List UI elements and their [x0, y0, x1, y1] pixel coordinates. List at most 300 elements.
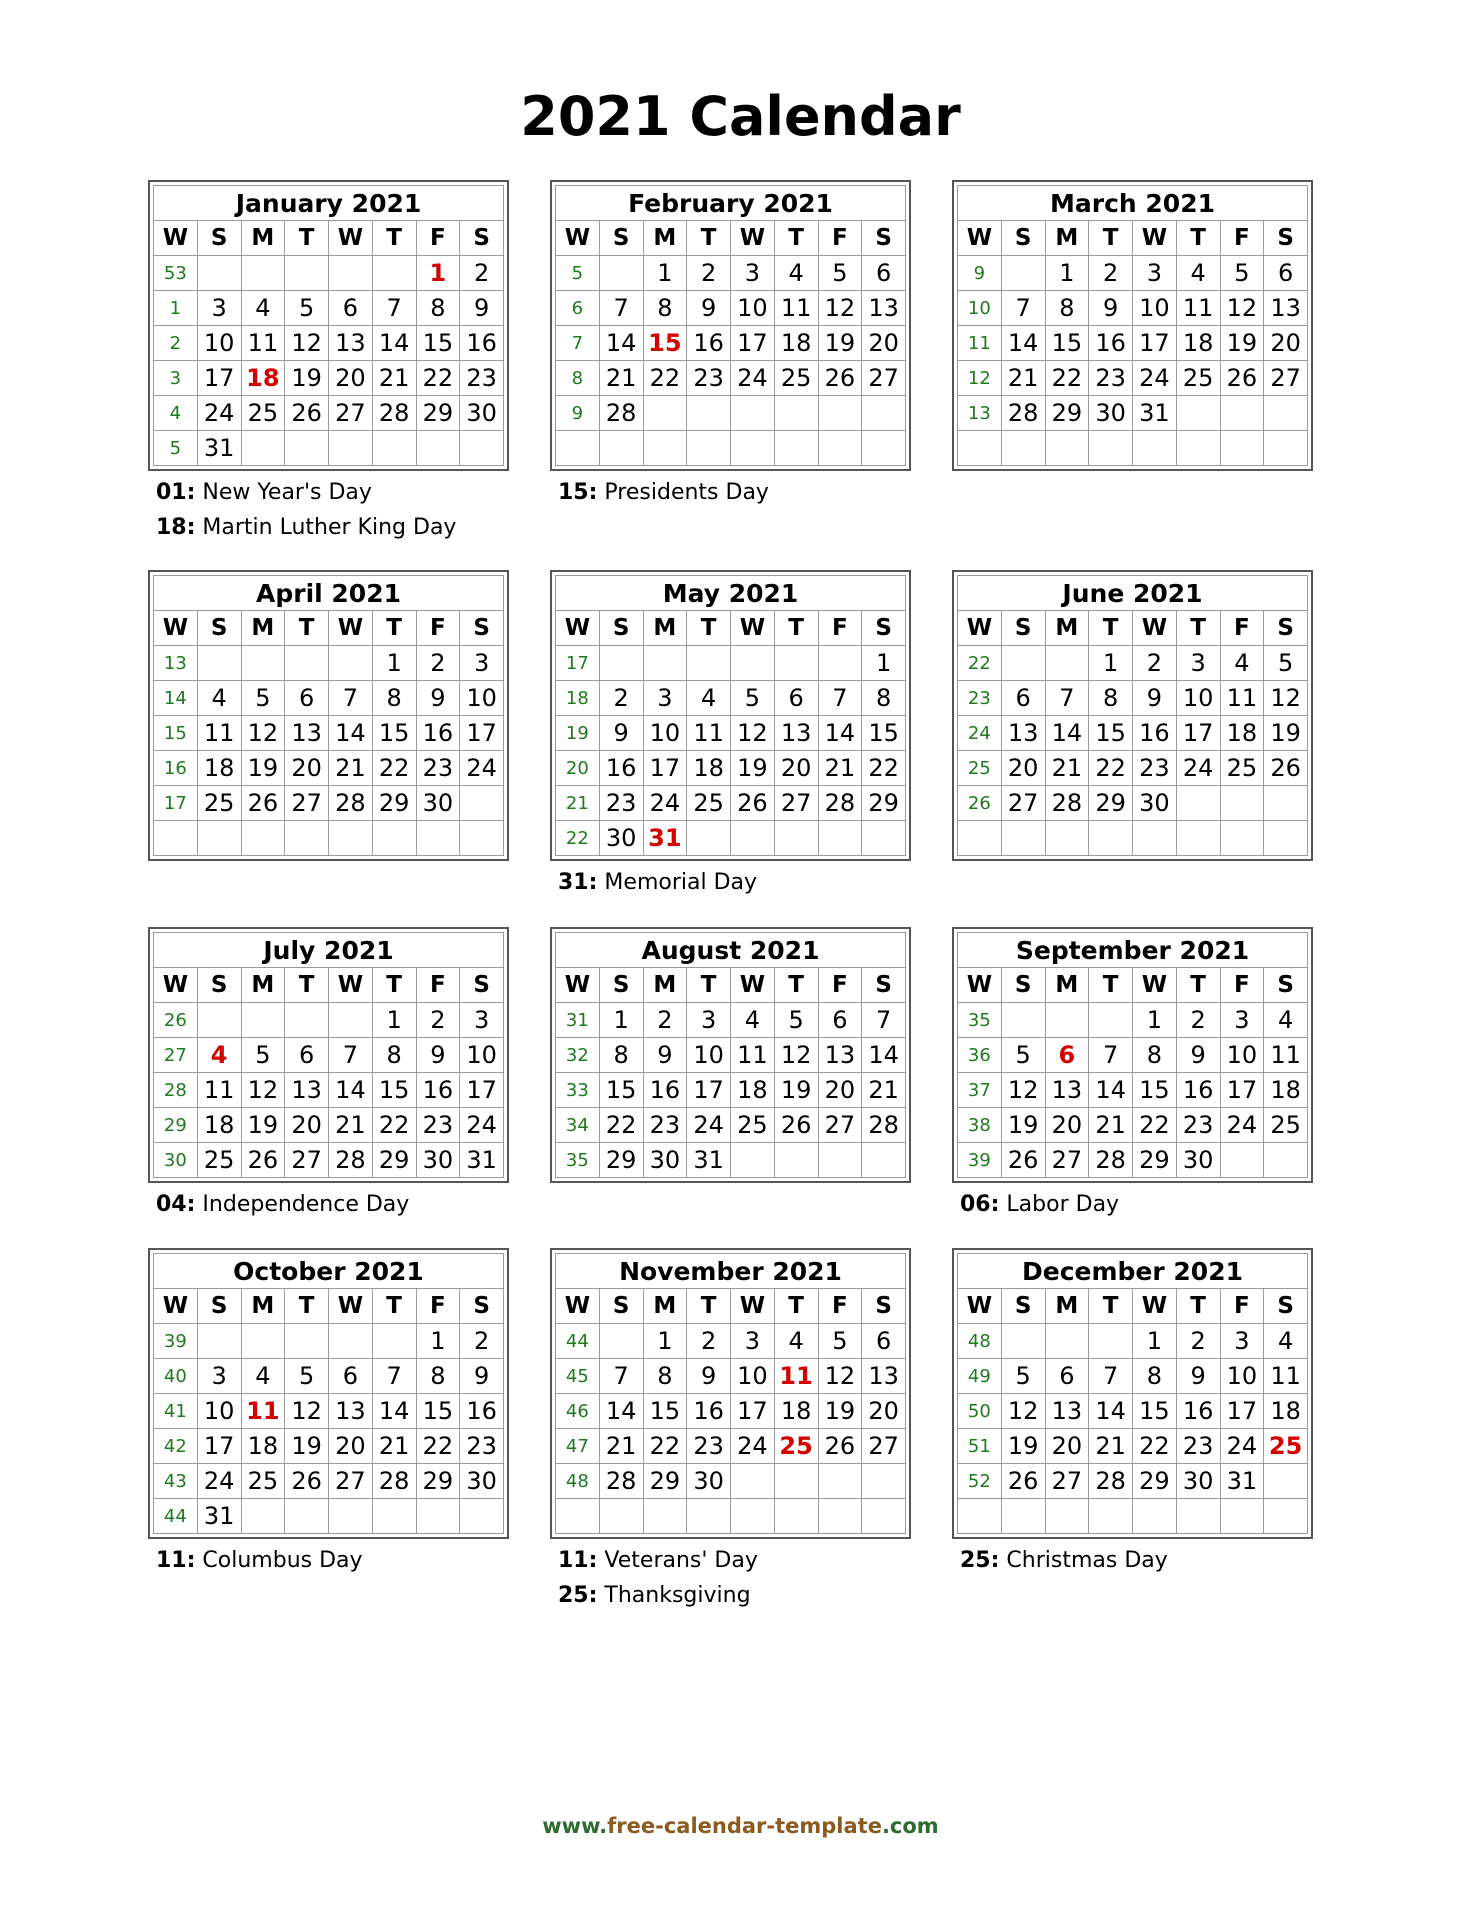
month-title: January 2021	[154, 186, 504, 221]
day-cell: 25	[1220, 751, 1264, 786]
week-number: 45	[556, 1359, 600, 1394]
day-cell: 4	[1220, 646, 1264, 681]
day-cell: 25	[687, 786, 731, 821]
holiday-notes	[156, 1543, 509, 1578]
day-cell: 15	[416, 326, 460, 361]
week-number	[154, 821, 198, 856]
week-number-header: W	[556, 611, 600, 646]
day-cell	[197, 256, 241, 291]
weekday-header: S	[862, 611, 906, 646]
footer-url[interactable]	[0, 1814, 1481, 1838]
day-cell: 9	[1133, 681, 1177, 716]
day-cell: 17	[1220, 1394, 1264, 1429]
day-cell: 3	[197, 291, 241, 326]
week-number-header: W	[556, 1289, 600, 1324]
day-cell: 23	[416, 751, 460, 786]
holiday-day-cell: 25	[1264, 1429, 1308, 1464]
day-cell	[1001, 256, 1045, 291]
weekday-header: F	[416, 968, 460, 1003]
day-cell: 20	[818, 1073, 862, 1108]
day-cell: 27	[818, 1108, 862, 1143]
month-calendar	[952, 570, 1313, 861]
week-row	[958, 681, 1308, 716]
weekday-header: T	[1176, 968, 1220, 1003]
weekday-header: S	[460, 1289, 504, 1324]
holiday-note-date: 15:	[558, 480, 598, 505]
week-number: 52	[958, 1464, 1002, 1499]
day-cell: 12	[285, 326, 329, 361]
day-cell: 16	[460, 1394, 504, 1429]
weekday-header: S	[1264, 1289, 1308, 1324]
day-cell: 17	[687, 1073, 731, 1108]
month-block	[550, 180, 911, 510]
weekday-header: F	[1220, 611, 1264, 646]
week-number-header: W	[154, 1289, 198, 1324]
day-cell	[1045, 821, 1089, 856]
day-cell: 25	[1264, 1108, 1308, 1143]
holiday-notes	[558, 475, 911, 510]
day-cell: 13	[1001, 716, 1045, 751]
week-number: 15	[154, 716, 198, 751]
day-cell	[241, 1003, 285, 1038]
day-cell: 27	[1045, 1464, 1089, 1499]
day-cell	[460, 821, 504, 856]
week-row	[958, 1464, 1308, 1499]
day-cell: 9	[687, 1359, 731, 1394]
day-cell: 6	[1001, 681, 1045, 716]
month-title: September 2021	[958, 933, 1308, 968]
day-cell: 1	[862, 646, 906, 681]
day-cell: 27	[329, 1464, 373, 1499]
weekday-header: W	[1133, 968, 1177, 1003]
day-cell: 29	[372, 1143, 416, 1178]
day-cell	[241, 256, 285, 291]
day-cell: 31	[460, 1143, 504, 1178]
day-cell: 21	[372, 361, 416, 396]
week-number: 29	[154, 1108, 198, 1143]
day-cell: 3	[460, 1003, 504, 1038]
day-cell: 6	[1264, 256, 1308, 291]
week-number-header: W	[958, 968, 1002, 1003]
day-cell: 19	[285, 1429, 329, 1464]
day-cell	[241, 1324, 285, 1359]
day-cell: 7	[818, 681, 862, 716]
holiday-note	[558, 475, 911, 510]
day-cell	[862, 1499, 906, 1534]
day-cell	[460, 1499, 504, 1534]
month-grid	[957, 1253, 1308, 1534]
week-number: 6	[556, 291, 600, 326]
day-cell	[1176, 1499, 1220, 1534]
month-title: April 2021	[154, 576, 504, 611]
day-cell: 1	[1133, 1324, 1177, 1359]
holiday-note	[960, 1543, 1313, 1578]
day-cell	[329, 256, 373, 291]
week-number: 9	[556, 396, 600, 431]
day-cell: 8	[1045, 291, 1089, 326]
weekday-header: S	[1264, 221, 1308, 256]
week-row	[958, 1429, 1308, 1464]
day-cell: 24	[197, 1464, 241, 1499]
day-cell: 9	[687, 291, 731, 326]
day-cell: 28	[372, 396, 416, 431]
day-cell: 25	[197, 786, 241, 821]
day-cell: 25	[1176, 361, 1220, 396]
day-cell: 4	[241, 291, 285, 326]
day-cell: 19	[1220, 326, 1264, 361]
day-cell: 7	[329, 681, 373, 716]
footer-prefix: www.	[542, 1814, 608, 1838]
day-cell	[1264, 786, 1308, 821]
week-number: 18	[556, 681, 600, 716]
day-cell: 4	[197, 681, 241, 716]
holiday-note-name: Christmas Day	[1006, 1548, 1168, 1573]
week-row	[958, 786, 1308, 821]
week-number: 48	[556, 1464, 600, 1499]
week-number: 20	[556, 751, 600, 786]
week-number: 51	[958, 1429, 1002, 1464]
day-cell: 9	[1176, 1359, 1220, 1394]
day-cell: 5	[1001, 1038, 1045, 1073]
day-cell: 25	[241, 396, 285, 431]
day-cell	[329, 431, 373, 466]
day-cell: 14	[599, 326, 643, 361]
day-cell: 13	[1264, 291, 1308, 326]
week-number	[958, 821, 1002, 856]
day-cell: 3	[731, 256, 775, 291]
week-row	[958, 821, 1308, 856]
day-cell: 10	[460, 1038, 504, 1073]
week-number: 2	[154, 326, 198, 361]
day-cell	[731, 646, 775, 681]
week-number: 30	[154, 1143, 198, 1178]
week-row	[556, 1108, 906, 1143]
week-number: 22	[958, 646, 1002, 681]
day-cell: 30	[416, 1143, 460, 1178]
day-cell: 14	[862, 1038, 906, 1073]
week-row	[958, 396, 1308, 431]
day-cell: 20	[329, 1429, 373, 1464]
week-row	[958, 431, 1308, 466]
day-cell	[372, 821, 416, 856]
day-cell: 29	[862, 786, 906, 821]
day-cell	[1264, 1499, 1308, 1534]
holiday-note	[156, 1187, 509, 1222]
page-title: 2021 Calendar	[520, 85, 961, 148]
day-cell	[416, 431, 460, 466]
day-cell: 24	[731, 1429, 775, 1464]
day-cell: 14	[1089, 1073, 1133, 1108]
week-number: 17	[556, 646, 600, 681]
day-cell: 10	[1133, 291, 1177, 326]
month-grid	[555, 1253, 906, 1534]
holiday-day-cell: 11	[241, 1394, 285, 1429]
weekday-header: S	[862, 221, 906, 256]
week-number: 44	[154, 1499, 198, 1534]
week-number: 43	[154, 1464, 198, 1499]
weekday-header: M	[241, 221, 285, 256]
day-cell: 20	[285, 751, 329, 786]
day-cell: 20	[1045, 1108, 1089, 1143]
day-cell: 28	[1045, 786, 1089, 821]
day-cell: 6	[285, 681, 329, 716]
day-cell: 26	[285, 1464, 329, 1499]
day-cell: 20	[774, 751, 818, 786]
week-row	[958, 326, 1308, 361]
weekday-header: T	[1176, 221, 1220, 256]
day-cell: 1	[643, 1324, 687, 1359]
day-cell	[643, 1499, 687, 1534]
weekday-header: W	[329, 611, 373, 646]
week-row	[154, 646, 504, 681]
weekday-header: T	[1089, 968, 1133, 1003]
day-cell: 11	[1220, 681, 1264, 716]
holiday-note	[558, 1543, 911, 1578]
week-row	[154, 1143, 504, 1178]
day-cell: 1	[416, 1324, 460, 1359]
day-cell: 3	[1176, 646, 1220, 681]
day-cell: 1	[372, 646, 416, 681]
day-cell: 21	[599, 1429, 643, 1464]
month-calendar	[952, 180, 1313, 471]
month-calendar	[148, 570, 509, 861]
day-cell: 30	[643, 1143, 687, 1178]
weekday-header: F	[1220, 968, 1264, 1003]
day-cell: 6	[862, 256, 906, 291]
day-cell	[329, 646, 373, 681]
week-number: 49	[958, 1359, 1002, 1394]
day-cell: 24	[731, 361, 775, 396]
weekday-header: M	[643, 1289, 687, 1324]
day-cell: 21	[372, 1429, 416, 1464]
day-cell	[731, 1464, 775, 1499]
day-cell	[197, 1324, 241, 1359]
weekday-header: W	[1133, 611, 1177, 646]
day-cell: 12	[241, 716, 285, 751]
day-cell: 4	[774, 1324, 818, 1359]
day-cell: 7	[372, 1359, 416, 1394]
day-cell: 7	[862, 1003, 906, 1038]
day-cell: 8	[862, 681, 906, 716]
week-row	[154, 1499, 504, 1534]
day-cell: 12	[731, 716, 775, 751]
day-cell	[1001, 646, 1045, 681]
weekday-header: F	[416, 611, 460, 646]
day-cell: 27	[1264, 361, 1308, 396]
week-number	[958, 431, 1002, 466]
day-cell: 16	[599, 751, 643, 786]
day-cell	[1220, 431, 1264, 466]
day-cell	[1045, 431, 1089, 466]
day-cell	[285, 1499, 329, 1534]
day-cell: 2	[687, 256, 731, 291]
day-cell: 14	[329, 716, 373, 751]
day-cell	[372, 1324, 416, 1359]
day-cell	[241, 1499, 285, 1534]
day-cell: 9	[599, 716, 643, 751]
day-cell: 27	[862, 1429, 906, 1464]
day-cell: 14	[818, 716, 862, 751]
holiday-note	[156, 475, 509, 510]
month-title: May 2021	[556, 576, 906, 611]
weekday-header: S	[1264, 968, 1308, 1003]
day-cell: 17	[460, 716, 504, 751]
holiday-note-date: 11:	[558, 1548, 598, 1573]
week-row	[154, 431, 504, 466]
day-cell	[1089, 821, 1133, 856]
day-cell	[1133, 821, 1177, 856]
day-cell: 7	[1001, 291, 1045, 326]
week-row	[154, 1464, 504, 1499]
week-number: 16	[154, 751, 198, 786]
week-number: 32	[556, 1038, 600, 1073]
day-cell: 29	[643, 1464, 687, 1499]
day-cell: 13	[1045, 1073, 1089, 1108]
weekday-header: M	[1045, 1289, 1089, 1324]
week-row	[154, 291, 504, 326]
weekday-header: M	[241, 968, 285, 1003]
week-number: 35	[556, 1143, 600, 1178]
day-cell: 15	[643, 1394, 687, 1429]
day-cell: 4	[1264, 1324, 1308, 1359]
week-number: 22	[556, 821, 600, 856]
month-grid	[555, 575, 906, 856]
day-cell: 28	[599, 1464, 643, 1499]
weekday-header: F	[818, 1289, 862, 1324]
day-cell: 19	[1264, 716, 1308, 751]
weekday-header: M	[643, 221, 687, 256]
day-cell	[731, 1499, 775, 1534]
day-cell: 13	[862, 1359, 906, 1394]
week-row	[958, 1073, 1308, 1108]
week-row	[958, 1038, 1308, 1073]
day-cell	[1264, 1143, 1308, 1178]
week-row	[154, 396, 504, 431]
day-cell: 22	[1133, 1108, 1177, 1143]
week-row	[556, 1394, 906, 1429]
day-cell: 9	[1176, 1038, 1220, 1073]
day-cell: 22	[643, 1429, 687, 1464]
day-cell: 27	[329, 396, 373, 431]
day-cell: 29	[1089, 786, 1133, 821]
day-cell: 18	[774, 326, 818, 361]
week-row	[556, 361, 906, 396]
holiday-notes	[156, 1187, 509, 1222]
day-cell: 5	[241, 681, 285, 716]
weekday-header: T	[1089, 221, 1133, 256]
day-cell: 2	[416, 646, 460, 681]
week-row	[556, 291, 906, 326]
day-cell: 12	[1001, 1394, 1045, 1429]
day-cell: 15	[372, 1073, 416, 1108]
day-cell: 19	[731, 751, 775, 786]
day-cell	[774, 431, 818, 466]
day-cell	[774, 1499, 818, 1534]
weekday-header: T	[687, 221, 731, 256]
day-cell	[460, 431, 504, 466]
day-cell	[1045, 1003, 1089, 1038]
day-cell: 10	[197, 326, 241, 361]
day-cell: 2	[460, 1324, 504, 1359]
day-cell: 13	[329, 326, 373, 361]
day-cell: 11	[197, 716, 241, 751]
day-cell	[416, 821, 460, 856]
day-cell: 10	[460, 681, 504, 716]
day-cell: 11	[197, 1073, 241, 1108]
day-cell: 3	[1133, 256, 1177, 291]
day-cell: 5	[285, 291, 329, 326]
month-block	[148, 570, 509, 861]
week-number: 4	[154, 396, 198, 431]
day-cell: 17	[197, 361, 241, 396]
day-cell: 2	[1176, 1003, 1220, 1038]
day-cell	[774, 646, 818, 681]
day-cell: 10	[1220, 1038, 1264, 1073]
day-cell: 3	[1220, 1003, 1264, 1038]
day-cell: 20	[285, 1108, 329, 1143]
day-cell: 24	[197, 396, 241, 431]
day-cell: 26	[1220, 361, 1264, 396]
day-cell: 4	[1176, 256, 1220, 291]
day-cell: 13	[818, 1038, 862, 1073]
day-cell: 24	[1220, 1108, 1264, 1143]
holiday-note-date: 25:	[960, 1548, 1000, 1573]
day-cell: 19	[1001, 1108, 1045, 1143]
day-cell: 25	[197, 1143, 241, 1178]
day-cell: 20	[1045, 1429, 1089, 1464]
holiday-note	[960, 1187, 1313, 1222]
holiday-day-cell: 31	[643, 821, 687, 856]
weekday-header: T	[687, 611, 731, 646]
week-row	[154, 1073, 504, 1108]
month-block	[550, 927, 911, 1183]
week-row	[958, 1143, 1308, 1178]
weekday-header: F	[818, 611, 862, 646]
weekday-header: S	[460, 221, 504, 256]
day-cell: 8	[599, 1038, 643, 1073]
day-cell: 8	[643, 291, 687, 326]
day-cell	[329, 1499, 373, 1534]
week-row	[958, 1394, 1308, 1429]
weekday-header: M	[241, 611, 285, 646]
day-cell	[285, 821, 329, 856]
day-cell: 14	[1045, 716, 1089, 751]
holiday-note-date: 04:	[156, 1192, 196, 1217]
day-cell	[241, 431, 285, 466]
weekday-header: F	[1220, 1289, 1264, 1324]
day-cell: 30	[687, 1464, 731, 1499]
day-cell: 23	[460, 361, 504, 396]
week-number: 39	[958, 1143, 1002, 1178]
day-cell: 11	[1264, 1359, 1308, 1394]
day-cell: 20	[862, 1394, 906, 1429]
week-row	[154, 786, 504, 821]
day-cell: 20	[329, 361, 373, 396]
day-cell	[1001, 1324, 1045, 1359]
day-cell	[818, 1464, 862, 1499]
month-title: June 2021	[958, 576, 1308, 611]
day-cell: 30	[460, 1464, 504, 1499]
week-number: 21	[556, 786, 600, 821]
day-cell: 19	[241, 751, 285, 786]
day-cell: 22	[862, 751, 906, 786]
day-cell: 25	[774, 361, 818, 396]
day-cell: 28	[1001, 396, 1045, 431]
weekday-header: T	[285, 611, 329, 646]
day-cell: 15	[1045, 326, 1089, 361]
day-cell: 15	[372, 716, 416, 751]
day-cell: 12	[1220, 291, 1264, 326]
